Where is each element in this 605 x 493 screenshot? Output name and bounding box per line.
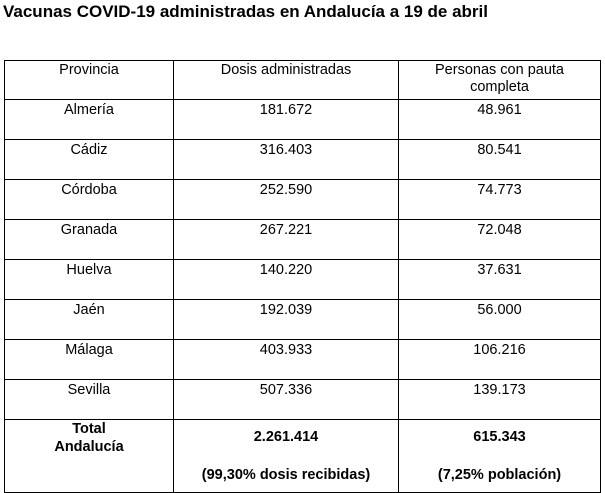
table-row (5, 380, 601, 420)
total-dosis-value: 2.261.414 (253, 429, 319, 445)
cell-provincia: Cádiz (5, 140, 174, 180)
total-personas-value: 615.343 (473, 429, 526, 445)
table-row (5, 340, 601, 380)
header-personas-line1: Personas con pauta (435, 62, 564, 78)
cell-provincia: Almería (5, 100, 174, 140)
cell-provincia: Granada (5, 220, 174, 260)
table-row (5, 140, 601, 180)
total-label-line2: Andalucía (54, 439, 124, 455)
cell-personas: 80.541 (399, 140, 601, 180)
table-row (5, 180, 601, 220)
table-header-row (5, 61, 601, 100)
cell-dosis: 316.403 (174, 140, 399, 180)
header-personas (399, 61, 601, 100)
total-label (5, 420, 174, 493)
total-dosis-cell (174, 420, 399, 493)
cell-personas: 139.173 (399, 380, 601, 420)
page-title: Vacunas COVID-19 administradas en Andalucía a 19 de abril (3, 2, 488, 21)
total-row (5, 420, 601, 493)
total-personas-cell (399, 420, 601, 493)
header-dosis: Dosis administradas (174, 61, 399, 100)
table-row (5, 100, 601, 140)
table-row (5, 300, 601, 340)
table-row (5, 220, 601, 260)
cell-dosis: 252.590 (174, 180, 399, 220)
vaccines-table (4, 60, 601, 493)
table-row (5, 260, 601, 300)
cell-dosis: 192.039 (174, 300, 399, 340)
cell-provincia: Jaén (5, 300, 174, 340)
cell-provincia: Huelva (5, 260, 174, 300)
cell-dosis: 507.336 (174, 380, 399, 420)
cell-personas: 74.773 (399, 180, 601, 220)
total-personas-note: (7,25% población) (437, 467, 562, 483)
cell-dosis: 181.672 (174, 100, 399, 140)
total-label-line1: Total (72, 421, 106, 437)
cell-personas: 48.961 (399, 100, 601, 140)
cell-dosis: 140.220 (174, 260, 399, 300)
cell-dosis: 403.933 (174, 340, 399, 380)
header-personas-line2: completa (470, 79, 529, 95)
cell-dosis: 267.221 (174, 220, 399, 260)
cell-provincia: Córdoba (5, 180, 174, 220)
cell-personas: 106.216 (399, 340, 601, 380)
cell-provincia: Sevilla (5, 380, 174, 420)
cell-personas: 56.000 (399, 300, 601, 340)
cell-personas: 72.048 (399, 220, 601, 260)
cell-personas: 37.631 (399, 260, 601, 300)
header-provincia: Provincia (5, 61, 174, 100)
total-dosis-note: (99,30% dosis recibidas) (201, 467, 371, 483)
cell-provincia: Málaga (5, 340, 174, 380)
